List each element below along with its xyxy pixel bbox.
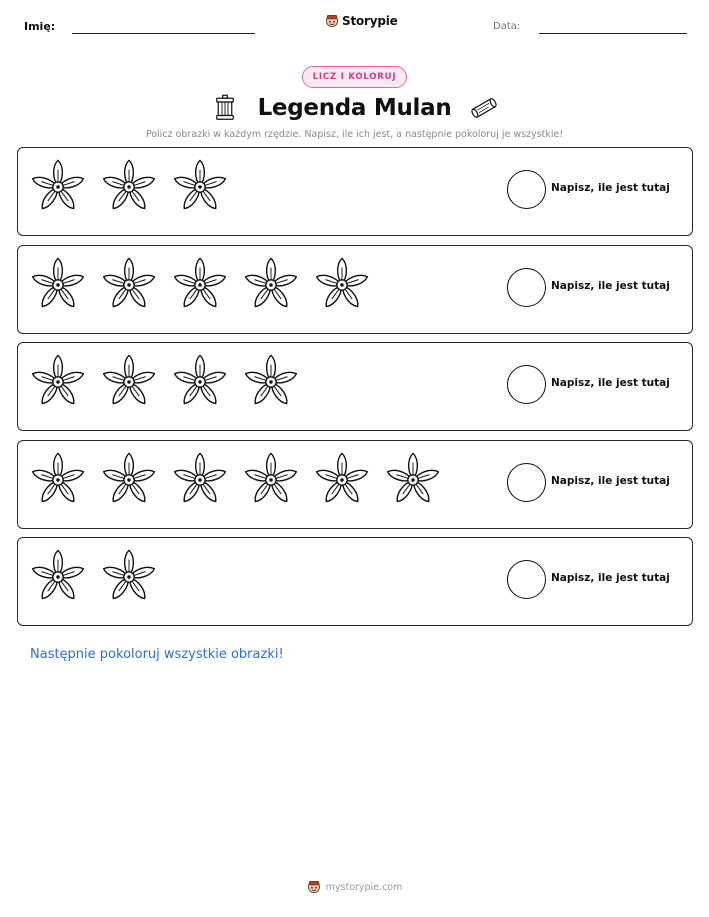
flower-group [29, 548, 158, 608]
followup-instruction: Następnie pokoloruj wszystkie obrazki! [30, 647, 284, 662]
flower-icon[interactable] [242, 451, 300, 509]
flower-icon[interactable] [171, 158, 229, 216]
footer [0, 880, 709, 894]
flower-group [29, 353, 300, 413]
flower-icon[interactable] [171, 353, 229, 411]
page-title: Legenda Mulan [257, 95, 452, 121]
lantern-icon [210, 93, 240, 123]
storypie-logo-icon [325, 14, 339, 28]
name-field-line[interactable] [72, 33, 255, 34]
answer-label: Napisz, ile jest tutaj [551, 279, 670, 292]
scroll-icon [469, 93, 499, 123]
answer-circle[interactable] [507, 560, 546, 599]
brand [325, 14, 398, 28]
answer-circle[interactable] [507, 170, 546, 209]
counting-row [17, 342, 693, 431]
activity-badge: LICZ I KOLORUJ [302, 66, 407, 88]
answer-label: Napisz, ile jest tutaj [551, 182, 670, 194]
counting-rows [17, 147, 693, 635]
flower-icon[interactable] [29, 158, 87, 216]
flower-icon[interactable] [100, 256, 158, 314]
flower-icon[interactable] [100, 548, 158, 606]
storypie-logo-icon [307, 880, 321, 894]
answer-circle[interactable] [507, 365, 546, 404]
answer-circle[interactable] [507, 463, 546, 502]
flower-icon[interactable] [313, 256, 371, 314]
flower-icon[interactable] [100, 158, 158, 216]
flower-icon[interactable] [171, 256, 229, 314]
flower-icon[interactable] [100, 451, 158, 509]
flower-group [29, 256, 371, 316]
counting-row [17, 440, 693, 529]
title-row [0, 90, 709, 126]
date-field-line[interactable] [539, 33, 687, 34]
flower-icon[interactable] [171, 451, 229, 509]
counting-row [17, 147, 693, 236]
flower-group [29, 451, 442, 511]
footer-url: mystorypie.com [325, 881, 403, 893]
name-label: Imię: [24, 20, 56, 33]
flower-icon[interactable] [29, 451, 87, 509]
answer-circle[interactable] [507, 268, 546, 307]
flower-icon[interactable] [29, 548, 87, 606]
answer-label: Napisz, ile jest tutaj [551, 474, 670, 487]
flower-icon[interactable] [384, 451, 442, 509]
flower-icon[interactable] [242, 353, 300, 411]
flower-group [29, 158, 229, 218]
answer-label: Napisz, ile jest tutaj [551, 572, 670, 584]
brand-name: Storypie [342, 14, 398, 28]
counting-row [17, 537, 693, 626]
flower-icon[interactable] [100, 353, 158, 411]
worksheet-header [0, 12, 709, 42]
flower-icon[interactable] [29, 353, 87, 411]
answer-label: Napisz, ile jest tutaj [551, 377, 670, 389]
instructions: Policz obrazki w każdym rzędzie. Napisz, ile ich jest, a następnie pokoloruj je wszystkie! [145, 129, 564, 140]
flower-icon[interactable] [313, 451, 371, 509]
flower-icon[interactable] [242, 256, 300, 314]
flower-icon[interactable] [29, 256, 87, 314]
date-label: Data: [493, 21, 521, 32]
counting-row [17, 245, 693, 334]
